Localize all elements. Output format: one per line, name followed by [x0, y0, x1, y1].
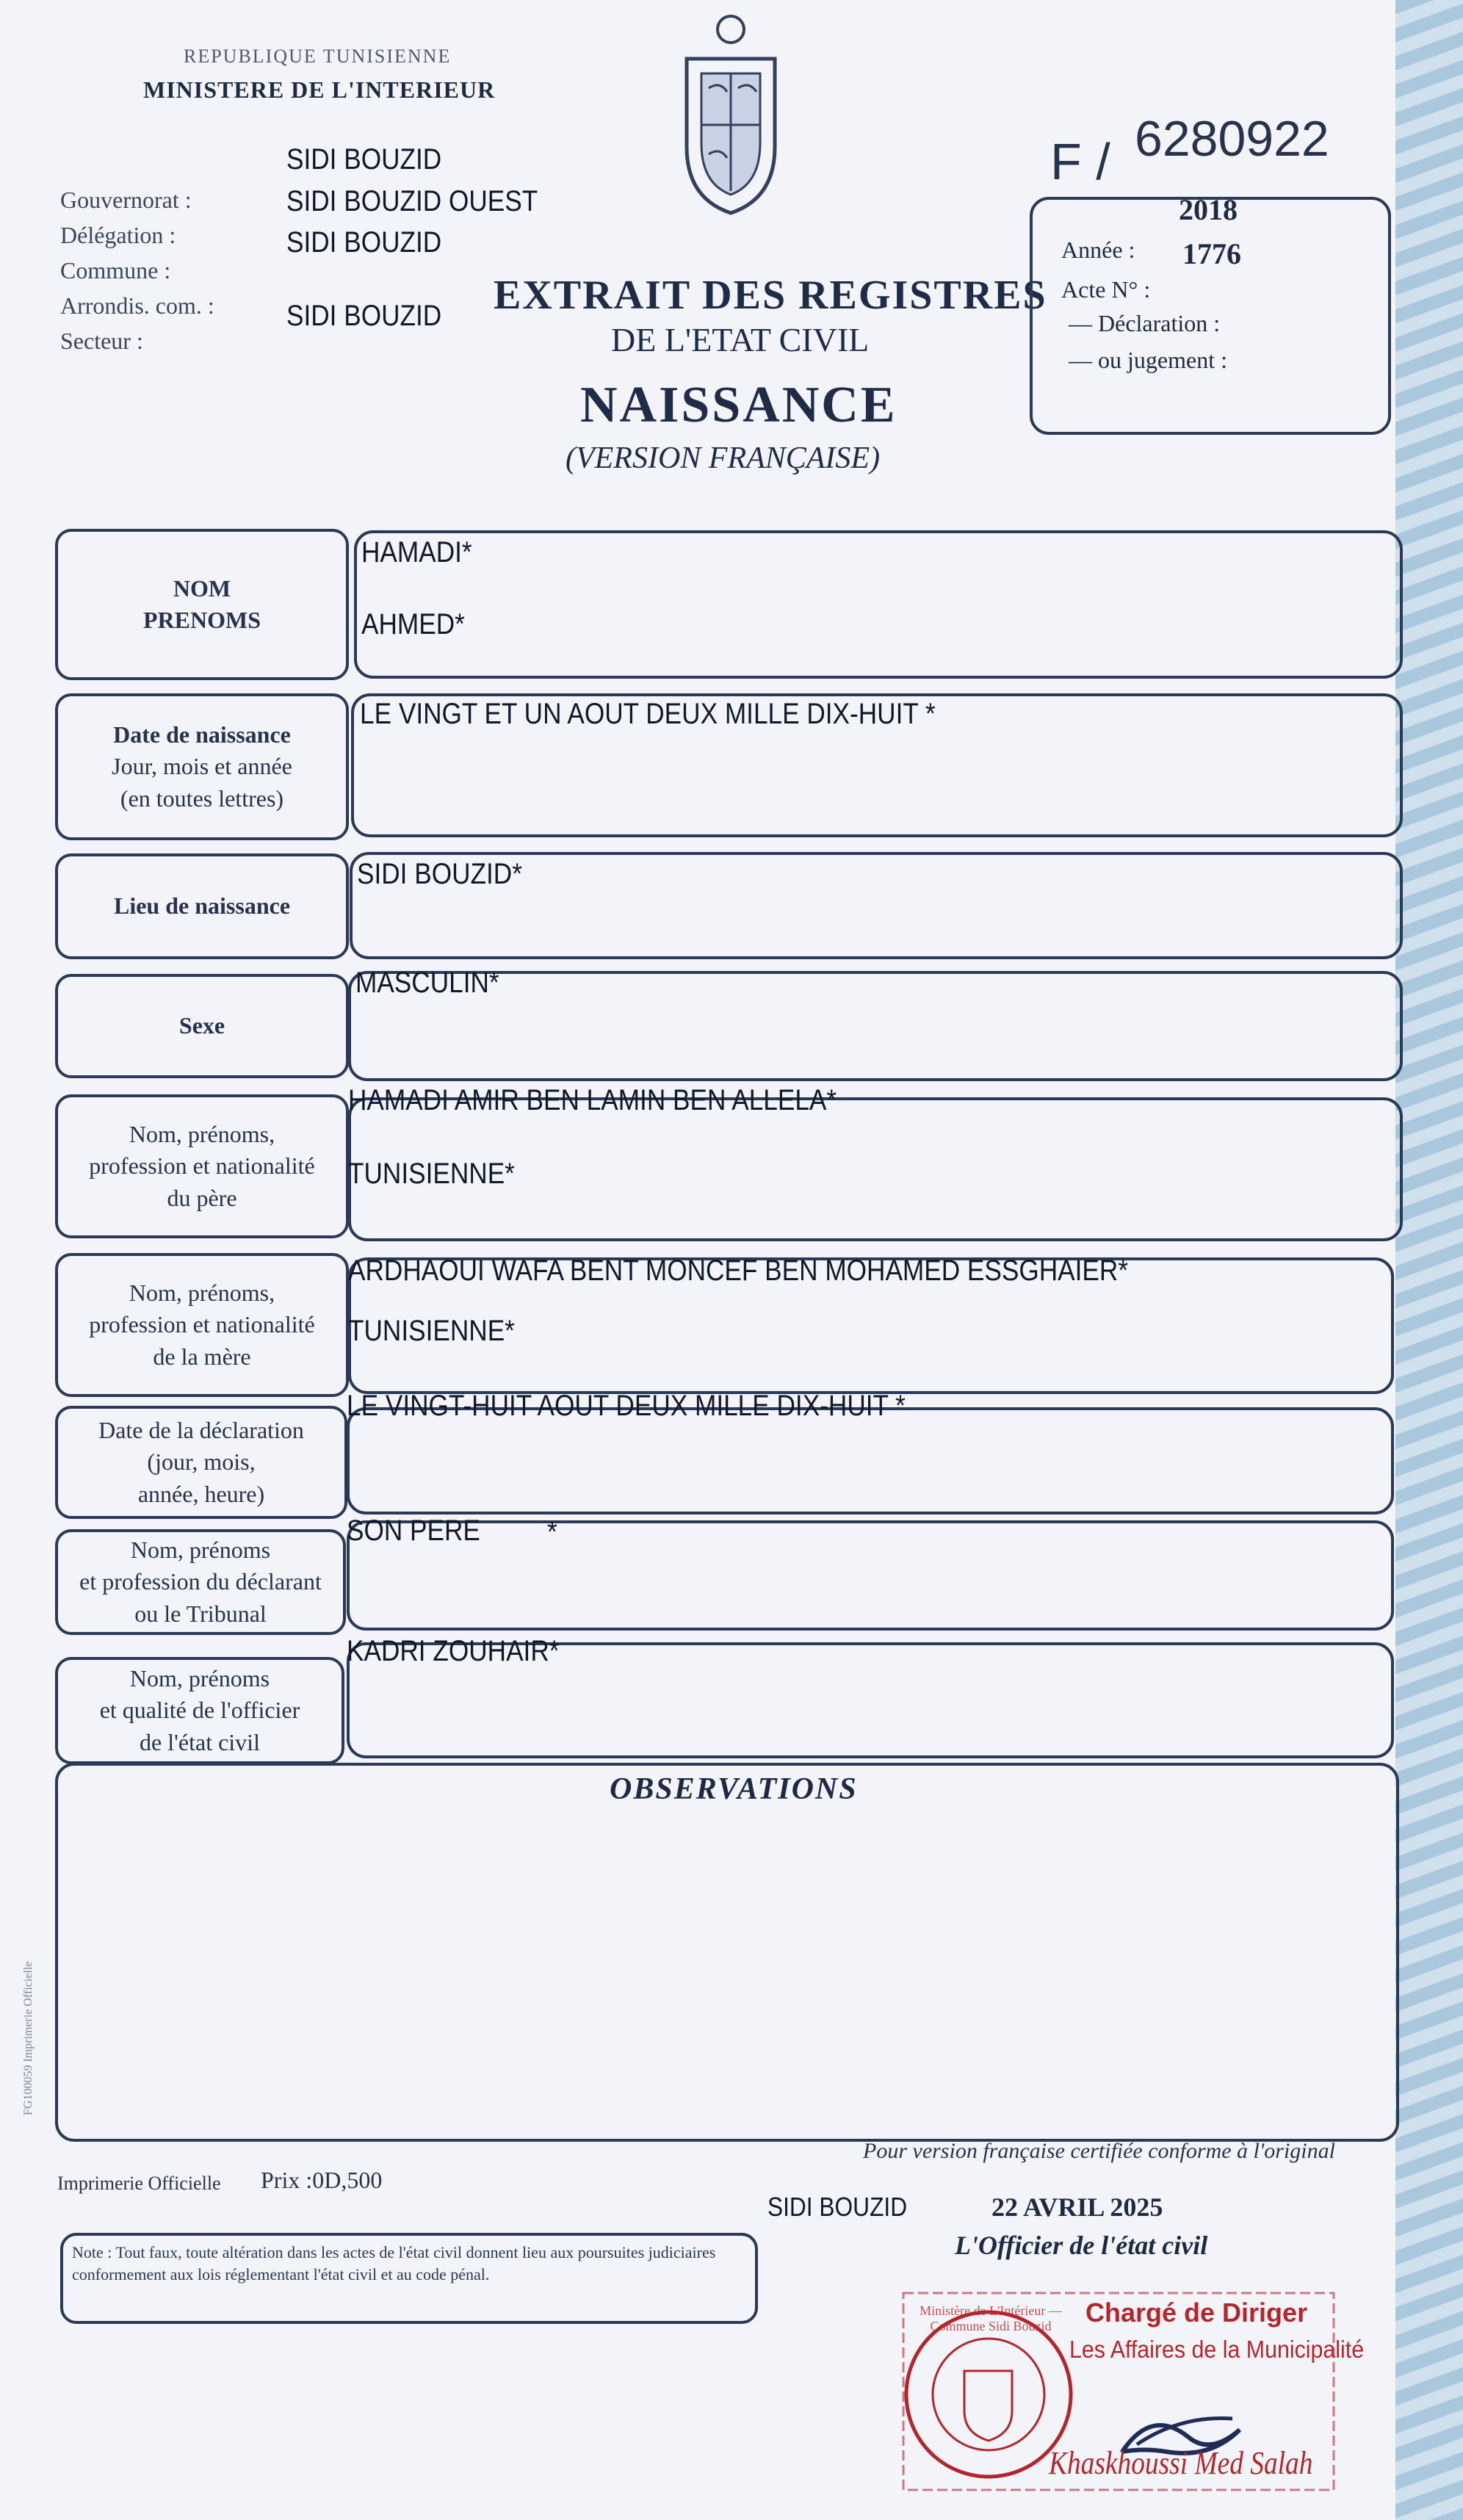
date-naissance-label — [55, 693, 349, 840]
date-label-sub1: Jour, mois et année — [112, 753, 292, 780]
delegation-label: Délégation : — [60, 222, 176, 248]
observations-box — [55, 1763, 1399, 2142]
arrondissement-value: SIDI BOUZID — [286, 300, 442, 332]
seal-text: Ministère de L'Intérieur — Commune Sidi Bouzid — [920, 2303, 1062, 2333]
lieu-value: SIDI BOUZID* — [357, 858, 522, 890]
mere-nationalite-value: TUNISIENNE* — [348, 1315, 515, 1347]
ministry-heading: MINISTERE DE L'INTERIEUR — [143, 76, 496, 103]
mere-label-line3: de la mère — [153, 1343, 251, 1370]
nom-value: HAMADI* — [361, 536, 472, 568]
imprimerie-label: Imprimerie Officielle — [57, 2173, 221, 2194]
legal-note-text: Note : Tout faux, toute altération dans les actes de l'état civil donnent lieu aux poursuites judiciaires conformement aux lois réglementant l'état civil et au code pénal. — [72, 2243, 716, 2283]
republic-heading: REPUBLIQUE TUNISIENNE — [184, 46, 452, 67]
title-extrait: EXTRAIT DES REGISTRES — [494, 272, 1047, 318]
annee-label: Année : — [1061, 237, 1135, 263]
declarant-value: SON PERE — [347, 1514, 480, 1547]
nom-prenoms-field — [354, 530, 1403, 679]
municipal-stamp — [902, 2290, 1365, 2496]
lieu-label: Lieu de naissance — [55, 853, 349, 959]
mere-label-line1: Nom, prénoms, — [129, 1279, 275, 1307]
date-label-sub2: (en toutes lettres) — [120, 784, 284, 812]
stamp-signature: Khaskhoussi Med Salah — [1049, 2445, 1313, 2481]
nom-prenoms-label — [55, 529, 349, 680]
print-code: FG100059 Imprimerie Officielle — [22, 1961, 35, 2115]
declarant-label-line2: et profession du déclarant — [79, 1568, 322, 1595]
delegation-value: SIDI BOUZID OUEST — [286, 185, 538, 217]
footer-place: SIDI BOUZID — [767, 2192, 908, 2222]
officier-value: KADRI ZOUHAIR* — [347, 1635, 560, 1667]
gouvernorat-label: Gouvernorat : — [60, 187, 192, 213]
serial-prefix: F / — [1050, 133, 1110, 190]
mere-label — [55, 1253, 349, 1397]
nom-label: NOM — [173, 574, 231, 602]
pere-nationalite-value: TUNISIENNE* — [348, 1158, 515, 1190]
declaration-date-field — [347, 1407, 1394, 1514]
prenoms-value: AHMED* — [361, 608, 465, 640]
certification-text: Pour version française certifiée conforme à l'original — [863, 2139, 1335, 2163]
decl-label-line3: année, heure) — [137, 1480, 265, 1507]
date-naissance-value: LE VINGT ET UN AOUT DEUX MILLE DIX-HUIT * — [360, 698, 936, 730]
declarant-label-line3: ou le Tribunal — [134, 1600, 267, 1627]
acte-label: Acte N° : — [1061, 276, 1151, 303]
pere-label-line1: Nom, prénoms, — [129, 1121, 275, 1148]
pere-label-line2: profession et nationalité — [89, 1152, 315, 1180]
pere-nom-value: HAMADI AMIR BEN LAMIN BEN ALLELA* — [348, 1084, 837, 1116]
decl-label-line1: Date de la déclaration — [98, 1417, 304, 1444]
stamp-line2: Les Affaires de la Municipalité — [1069, 2336, 1365, 2363]
commune-label: Commune : — [60, 257, 171, 284]
sexe-value: MASCULIN* — [355, 967, 499, 999]
security-border — [1395, 0, 1463, 2520]
stamp-line1: Chargé de Diriger — [1085, 2297, 1308, 2328]
declarant-label-line1: Nom, prénoms — [130, 1537, 271, 1564]
date-label-title: Date de naissance — [113, 721, 291, 748]
jugement-label: — ou jugement : — [1069, 347, 1227, 373]
declarant-star: * — [547, 1516, 557, 1548]
sexe-label: Sexe — [55, 974, 349, 1078]
officier-label-line1: Nom, prénoms — [129, 1665, 270, 1692]
officier-label — [55, 1657, 344, 1764]
title-naissance: NAISSANCE — [580, 377, 897, 433]
declaration-date-value: LE VINGT-HUIT AOUT DEUX MILLE DIX-HUIT * — [347, 1390, 906, 1422]
officier-label-line3: de l'état civil — [140, 1728, 260, 1755]
officier-signature-label: L'Officier de l'état civil — [955, 2231, 1208, 2260]
mere-label-line2: profession et nationalité — [89, 1311, 315, 1338]
commune-value: SIDI BOUZID — [286, 226, 442, 259]
declarant-field — [347, 1520, 1394, 1631]
mere-nom-value: ARDHAOUI WAFA BENT MONCEF BEN MOHAMED ESSGHAIER* — [348, 1254, 1129, 1287]
title-version: (VERSION FRANÇAISE) — [566, 441, 881, 475]
annee-value: 2018 — [1179, 193, 1238, 226]
serial-number: 6280922 — [1135, 111, 1329, 167]
prenoms-label: PRENOMS — [143, 607, 261, 633]
observations-title: OBSERVATIONS — [610, 1772, 858, 1806]
declaration-date-label — [55, 1406, 347, 1519]
footer-date: 22 AVRIL 2025 — [991, 2192, 1163, 2222]
legal-note-box — [60, 2233, 758, 2324]
declaration-label: — Déclaration : — [1069, 310, 1221, 336]
declarant-label — [55, 1529, 346, 1635]
prix-label: Prix :0D,500 — [261, 2167, 383, 2193]
sexe-field — [348, 971, 1403, 1081]
acte-value: 1776 — [1182, 237, 1241, 270]
tunisia-coat-of-arms-icon — [665, 7, 797, 220]
officier-label-line2: et qualité de l'officier — [99, 1697, 300, 1724]
title-etat-civil: DE L'ETAT CIVIL — [611, 321, 870, 358]
pere-label-line3: du père — [167, 1184, 237, 1211]
decl-label-line2: (jour, mois, — [147, 1448, 256, 1476]
gouvernorat-value: SIDI BOUZID — [286, 143, 442, 176]
secteur-label: Secteur : — [60, 328, 143, 354]
arrondissement-label: Arrondis. com. : — [60, 292, 214, 319]
pere-label — [55, 1094, 349, 1238]
